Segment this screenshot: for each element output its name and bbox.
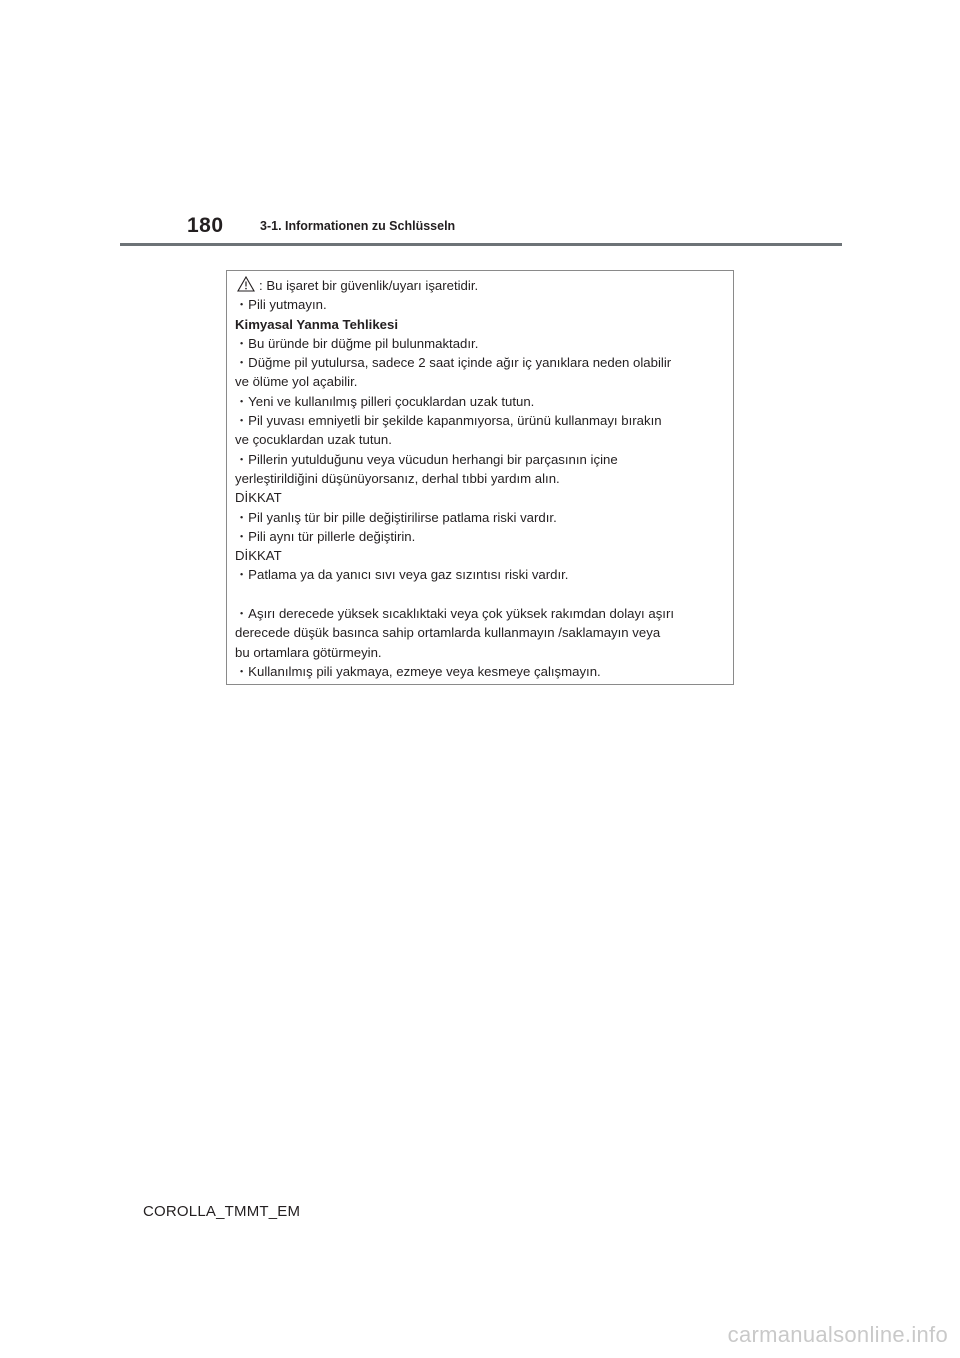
warning-line: ・Pil yanlış tür bir pille değiştirilirse patlama riski vardır. [235,509,557,525]
warning-line: ・Pili aynı tür pillerle değiştirin. [235,528,416,544]
warning-line: ・Pil yuvası emniyetli bir şekilde kapanmıyorsa, ürünü kullanmayı bırakın [235,413,662,429]
warning-line: derecede düşük basınca sahip ortamlarda kullanmayın /saklamayın veya [235,625,661,641]
warning-triangle-icon [237,276,255,292]
header-divider [120,243,842,246]
page-number: 180 [187,214,224,237]
warning-line: ve çocuklardan uzak tutun. [235,432,392,448]
warning-line: ・Pillerin yutulduğunu veya vücudun herhangi bir parçasının içine [235,451,618,467]
warning-line: ・Yeni ve kullanılmış pilleri çocuklardan uzak tutun. [235,393,535,409]
warning-line: ・Aşırı derecede yüksek sıcaklıktaki veya çok yüksek rakımdan dolayı aşırı [235,606,675,622]
warning-subheading: Kimyasal Yanma Tehlikesi [235,316,398,332]
warning-line: yerleştirildiğini düşünüyorsanız, derhal tıbbi yardım alın. [235,470,560,486]
blank-line [235,585,723,604]
warning-line: ・Pili yutmayın. [235,297,327,313]
warning-line: ・Kullanılmış pili yakmaya, ezmeye veya kesmeye çalışmayın. [235,663,601,679]
warning-intro-text: : Bu işaret bir güvenlik/uyarı işaretidir. [259,278,479,293]
warning-line: DİKKAT [235,548,282,564]
section-title: 3-1. Informationen zu Schlüsseln [260,219,456,233]
warning-line: ・Düğme pil yutulursa, sadece 2 saat içinde ağır iç yanıklara neden olabilir [235,355,672,371]
warning-line: bu ortamlara götürmeyin. [235,644,382,660]
watermark: carmanualsonline.info [727,1322,948,1347]
warning-intro-line [235,276,723,295]
warning-line: ・Bu üründe bir düğme pil bulunmaktadır. [235,335,479,351]
warning-line: ve ölüme yol açabilir. [235,374,358,390]
warning-line: ・Patlama ya da yanıcı sıvı veya gaz sızıntısı riski vardır. [235,567,569,583]
warning-box [226,270,734,685]
warning-lines [235,295,723,681]
warning-line: DİKKAT [235,490,282,506]
document-code: COROLLA_TMMT_EM [143,1203,301,1220]
